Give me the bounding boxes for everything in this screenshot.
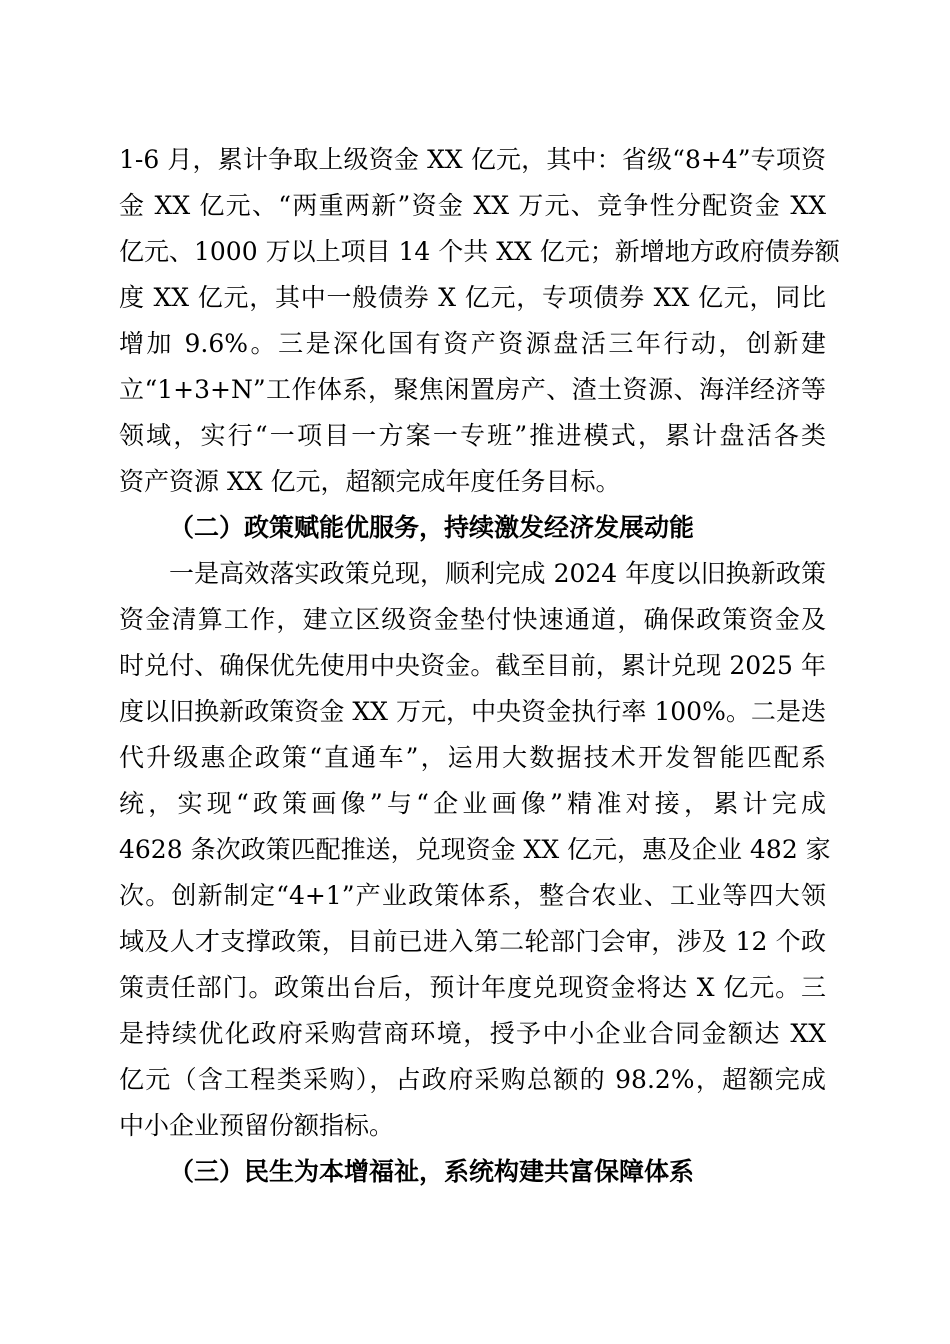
text-line: 度 XX 亿元，其中一般债券 X 亿元，专项债券 XX 亿元，同比 <box>119 283 826 312</box>
text-line: 领域，实行“一项目一方案一专班”推进模式，累计盘活各类 <box>119 421 826 450</box>
section-heading: （三）民生为本增福祉，系统构建共富保障体系 <box>169 1157 695 1186</box>
text-line: 资金清算工作，建立区级资金垫付快速通道，确保政策资金及 <box>119 605 826 634</box>
text-line: 统，实现“政策画像”与“企业画像”精准对接，累计完成 <box>119 789 826 818</box>
text-line: 次。创新制定“4+1”产业政策体系，整合农业、工业等四大领 <box>119 881 826 910</box>
text-line: 金 XX 亿元、“两重两新”资金 XX 万元、竞争性分配资金 XX <box>119 191 826 220</box>
section-heading: （二）政策赋能优服务，持续激发经济发展动能 <box>169 513 695 542</box>
text-line: 亿元、1000 万以上项目 14 个共 XX 亿元；新增地方政府债券额 <box>119 237 840 266</box>
text-line: 亿元（含工程类采购），占政府采购总额的 98.2%，超额完成 <box>119 1065 826 1094</box>
text-line: 中小企业预留份额指标。 <box>119 1111 395 1140</box>
text-line: 4628 条次政策匹配推送，兑现资金 XX 亿元，惠及企业 482 家 <box>119 835 831 864</box>
text-line: 一是高效落实政策兑现，顺利完成 2024 年度以旧换新政策 <box>169 559 826 588</box>
text-line: 度以旧换新政策资金 XX 万元，中央资金执行率 100%。二是迭 <box>119 697 826 726</box>
text-line: 增加 9.6%。三是深化国有资产资源盘活三年行动，创新建 <box>119 329 826 358</box>
text-line: 资产资源 XX 亿元，超额完成年度任务目标。 <box>119 467 621 496</box>
text-line: 域及人才支撑政策，目前已进入第二轮部门会审，涉及 12 个政 <box>119 927 826 956</box>
text-line: 代升级惠企政策“直通车”，运用大数据技术开发智能匹配系 <box>119 743 826 772</box>
text-line: 时兑付、确保优先使用中央资金。截至目前，累计兑现 2025 年 <box>119 651 826 680</box>
text-line: 策责任部门。政策出台后，预计年度兑现资金将达 X 亿元。三 <box>119 973 826 1002</box>
text-line: 是持续优化政府采购营商环境，授予中小企业合同金额达 XX <box>119 1019 826 1048</box>
text-line: 立“1+3+N”工作体系，聚焦闲置房产、渣土资源、海洋经济等 <box>119 375 826 404</box>
text-line: 1-6 月，累计争取上级资金 XX 亿元，其中：省级“8+4”专项资 <box>119 145 826 174</box>
